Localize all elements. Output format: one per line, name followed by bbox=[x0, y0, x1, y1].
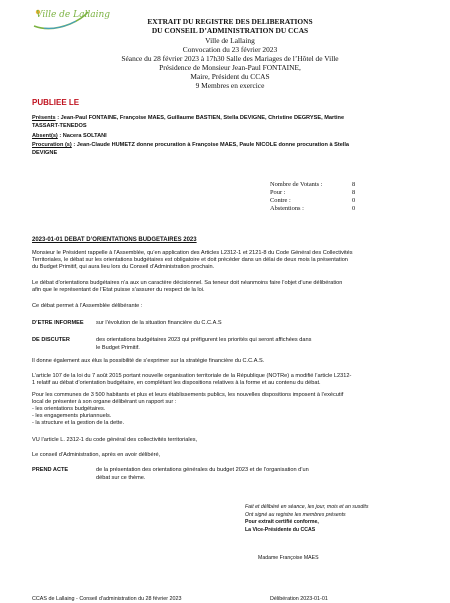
vote-value: 0 bbox=[352, 197, 356, 204]
text-line: afin que le représentant de l’Etat puisse s’assurer du respect de la loi. bbox=[32, 287, 205, 293]
list-item: - les engagements pluriannuels. bbox=[32, 413, 112, 419]
vote-value: 8 bbox=[352, 181, 356, 188]
absents-line bbox=[32, 133, 107, 140]
prend-acte-line-1: de la présentation des orientations générales du budget 2023 et de l’organisation d’un bbox=[96, 467, 309, 473]
text-line: Monsieur le Président rappelle à l’Assemblée, qu’en application des Articles L2312-1 et 2121-8 du Code Général des Collectivités bbox=[32, 250, 353, 256]
signature-line: Pour extrait certifié conforme, bbox=[245, 519, 319, 526]
signature-line: Ont signé au registre les membres présents bbox=[245, 511, 346, 518]
logo-text: Ville de Lallaing bbox=[36, 10, 111, 20]
paragraph-communes bbox=[32, 392, 427, 427]
header-seance: Séance du 28 février 2023 à 17h30 Salle des Mariages de l’Hôtel de Ville bbox=[121, 54, 339, 63]
text-line: local de présenter à son organe délibérant un rapport sur : bbox=[32, 399, 177, 405]
signature-line: La Vice-Présidente du CCAS bbox=[245, 526, 316, 533]
absents-label: Absent(s) bbox=[32, 133, 58, 139]
presents-line-2: TASSART-TENEDOS bbox=[32, 123, 87, 129]
vote-label: Contre : bbox=[270, 197, 291, 204]
footer-left: CCAS de Lallaing - Conseil d’administration du 28 février 2023 bbox=[32, 596, 182, 602]
vote-label: Abstentions : bbox=[270, 205, 304, 212]
city-logo bbox=[30, 6, 111, 32]
signatory-name: Madame Françoise MAES bbox=[258, 555, 319, 561]
deliberation-title: 2023-01-01 DEBAT D’ORIENTATIONS BUDGETAIRES 2023 bbox=[32, 237, 197, 243]
discuter-line-1: des orientations budgétaires 2023 qui préfigurent les priorités qui seront affichées dans bbox=[96, 337, 312, 343]
paragraph-loi-notre bbox=[32, 373, 427, 387]
text-line: Pour les communes de 3 500 habitants et plus et leurs établissements publics, les nouvelles dispositions imposent à l’exécutif bbox=[32, 392, 344, 398]
footer-right: Délibération 2023-01-01 bbox=[270, 596, 328, 602]
header-city: Ville de Lallaing bbox=[205, 36, 255, 45]
header-title-2: DU CONSEIL D’ADMINISTRATION DU CCAS bbox=[151, 26, 309, 35]
vote-value: 8 bbox=[352, 189, 356, 196]
procuration-line-2: DEVIGNE bbox=[32, 150, 58, 156]
text-line: 1 relatif au débat d’orientation budgétaire, en complétant les dispositions relatives à la forme et au contenu du débat. bbox=[32, 380, 321, 386]
text-line: Le débat d’orientations budgétaires n’a aux un caractère décisionnel. Sa teneur doit néanmoins faire l’objet d’une délibération bbox=[32, 280, 343, 286]
vote-row bbox=[270, 181, 370, 189]
text-line: du Budget Primitif, qui aura lieu lors du Conseil d’Administration prochain. bbox=[32, 264, 215, 270]
presents-names: : Jean-Paul FONTAINE, Françoise MAES, Guillaume BASTIEN, Stella DEVIGNE, Christine DEGRYSE, Martine bbox=[55, 115, 345, 121]
permits-line: Ce débat permet à l’Assemblée délibérante : bbox=[32, 303, 143, 309]
vu-line: VU l’article L. 2312-1 du code général des collectivités territoriales, bbox=[32, 437, 198, 443]
informer-label: D’ETRE INFORMEE bbox=[32, 320, 84, 326]
vote-label: Pour : bbox=[270, 189, 286, 196]
procuration-line-1 bbox=[32, 142, 349, 149]
vote-value: 0 bbox=[352, 205, 356, 212]
header-presidence: Présidence de Monsieur Jean-Paul FONTAINE, bbox=[159, 63, 301, 72]
vote-label: Nombre de Votants : bbox=[270, 181, 323, 188]
list-item: - les orientations budgétaires. bbox=[32, 406, 106, 412]
vote-row bbox=[270, 197, 370, 205]
conseil-line: Le conseil d’Administration, après en avoir délibéré, bbox=[32, 452, 161, 458]
informer-text: sur l’évolution de la situation financière du C.C.A.S bbox=[96, 320, 222, 326]
paragraph-caractere bbox=[32, 280, 427, 294]
procuration-text: : Jean-Claude HUMETZ donne procuration à Françoise MAES, Paule NICOLE donne procuration à Stella bbox=[71, 142, 350, 148]
header-convocation: Convocation du 23 février 2023 bbox=[182, 45, 278, 54]
paragraph-possibilite: Il donne également aux élus la possibilité de s’exprimer sur la stratégie financière du C.C.A.S. bbox=[32, 358, 265, 364]
signature-line: Fait et délibéré en séance, les jour, mois et an susdits bbox=[245, 504, 369, 510]
signature-block bbox=[245, 504, 368, 534]
absents-names: : Nacera SOLTANI bbox=[57, 133, 107, 139]
publiee-le-label: PUBLIEE LE bbox=[32, 98, 80, 107]
list-item: - la structure et la gestion de la dette. bbox=[32, 420, 125, 426]
vote-row bbox=[270, 205, 370, 213]
paragraph-rappel bbox=[32, 250, 427, 271]
procuration-label: Procuration (s) bbox=[32, 142, 72, 148]
presents-label: Présents bbox=[32, 115, 56, 121]
prend-acte-line-2: débat sur ce thème. bbox=[96, 475, 146, 481]
prend-acte-label: PREND ACTE bbox=[32, 467, 69, 473]
vote-row bbox=[270, 189, 370, 197]
discuter-label: DE DISCUTER bbox=[32, 337, 70, 343]
text-line: L’article 107 de la loi du 7 août 2015 portant nouvelle organisation territoriale de la République (NOTRe) a modifié l’article L2312- bbox=[32, 373, 352, 379]
votes-block bbox=[270, 181, 370, 213]
header-maire: Maire, Président du CCAS bbox=[190, 72, 270, 81]
discuter-line-2: le Budget Primitif. bbox=[96, 345, 140, 351]
text-line: Territoriales, le débat sur les orientations budgétaires est obligatoire et doit précéder dans un délai de deux mois la présentation bbox=[32, 257, 348, 263]
header-membres: 9 Membres en exercice bbox=[195, 81, 265, 90]
presents-line-1 bbox=[32, 115, 344, 122]
header-title-1: EXTRAIT DU REGISTRE DES DELIBERATIONS bbox=[147, 17, 313, 26]
